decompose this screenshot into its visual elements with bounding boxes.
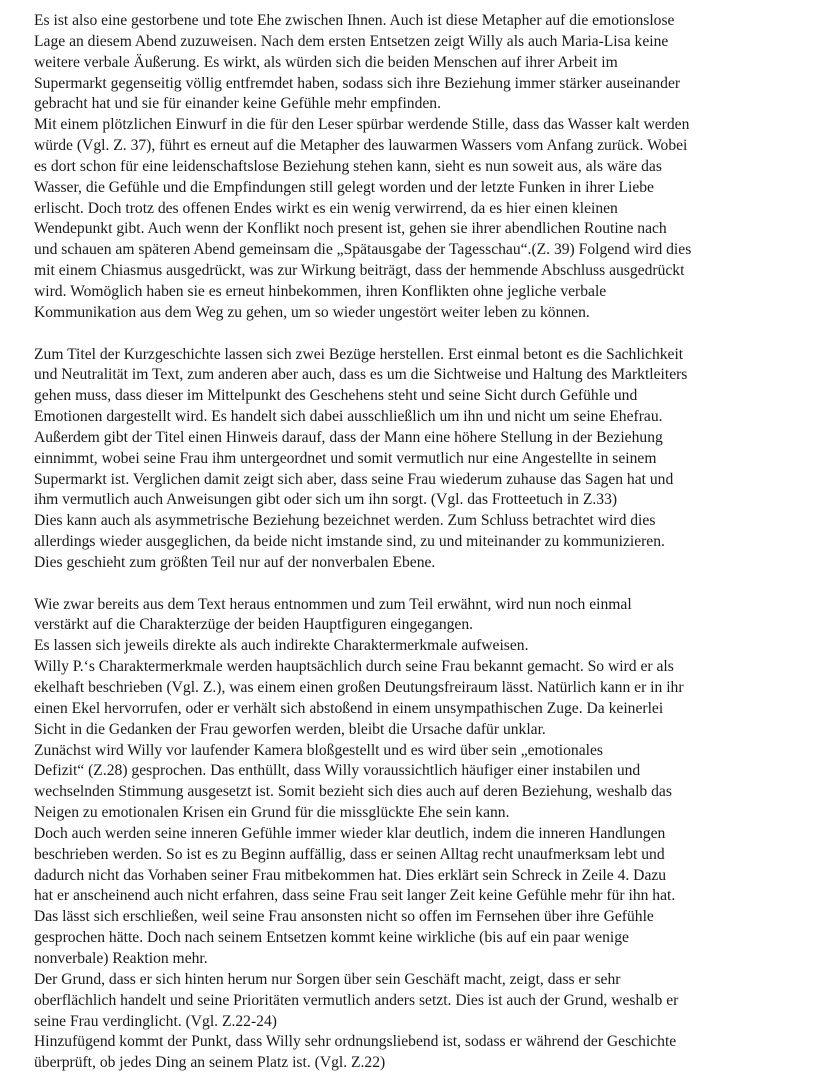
text-line: Dies kann auch als asymmetrische Beziehung bezeichnet werden. Zum Schluss betrachtet wird dies [34, 512, 656, 530]
text-line: ekelhaft beschrieben (Vgl. Z.), was einem einen großen Deutungsfreiraum lässt. Natürlich kann er in ihr [34, 679, 684, 696]
text-line: Supermarkt ist. Verglichen damit zeigt sich aber, dass seine Frau wiederum zuhause das Sagen hat und [34, 470, 674, 488]
text-line: oberflächlich handelt und seine Prioritäten vermutlich anders setzt. Dies ist auch der Grund, weshalb er [34, 991, 679, 1009]
text-line: verstärkt auf die Charakterzüge der beiden Hauptfiguren eingegangen. [34, 616, 474, 634]
text-line: gehen muss, dass dieser im Mittelpunkt des Geschehens steht und seine Sicht durch Gefühle und [34, 387, 638, 405]
text-line: Dies geschieht zum größten Teil nur auf der nonverbalen Ebene. [34, 553, 436, 571]
text-line: einnimmt, wobei seine Frau ihm untergeordnet und somit vermutlich nur eine Angestellte in seinem [34, 449, 657, 467]
paragraph-gap [34, 324, 800, 345]
text-line: gebracht hat und sie für einander keine Gefühle mehr empfinden. [34, 95, 442, 113]
text-line: Es ist also eine gestorbene und tote Ehe zwischen Ihnen. Auch ist diese Metapher auf die emotionslose [34, 12, 675, 29]
text-line: ihm vermutlich auch Anweisungen gibt oder sich um ihn sorgt. (Vgl. das Frotteetuch in Z.33) [34, 491, 618, 509]
text-line: wird. Womöglich haben sie es erneut hinbekommen, ihren Konflikten ohne jegliche verbale [34, 282, 607, 300]
text-line: und schauen am späteren Abend gemeinsam die „Spätausgabe der Tagesschau“.(Z. 39) Folgend wird dies [34, 241, 692, 259]
text-line: Das lässt sich erschließen, weil seine Frau ansonsten nicht so offen im Fernsehen über ihre Gefühle [34, 908, 654, 926]
text-line: Außerdem gibt der Titel einen Hinweis darauf, dass der Mann eine höhere Stellung in der Beziehung [34, 428, 663, 446]
text-line: Hinzufügend kommt der Punkt, dass Willy sehr ordnungsliebend ist, sodass er während der Geschichte [34, 1033, 677, 1051]
text-line: allerdings wieder ausgeglichen, da beide nicht imstande sind, zu und miteinander zu kommunizieren. [34, 533, 665, 551]
text-line: beschrieben werden. So ist es zu Beginn auffällig, dass er seinen Alltag recht unaufmerksam lebt und [34, 845, 665, 863]
text-line: Zum Titel der Kurzgeschichte lassen sich zwei Bezüge herstellen. Erst einmal betont es die Sachlichkeit [34, 345, 684, 363]
text-line: Der Grund, dass er sich hinten herum nur Sorgen über sein Geschäft macht, zeigt, dass er sehr [34, 970, 621, 988]
text-line: nonverbale) Reaktion mehr. [34, 949, 208, 967]
text-line: hat er anscheinend auch nicht erfahren, dass seine Frau seit langer Zeit keine Gefühle mehr für ihn hat. [34, 887, 676, 905]
text-line: Zunächst wird Willy vor laufender Kamera bloßgestellt und es wird über sein „emotionales [34, 741, 603, 759]
text-line: Emotionen dargestellt wird. Es handelt sich dabei ausschließlich um ihn und nicht um seine Ehefrau. [34, 408, 663, 426]
text-line: Wendepunkt gibt. Auch wenn der Konflikt noch present ist, gehen sie ihrer abendlichen Routine nach [34, 220, 667, 238]
text-line: weitere verbale Äußerung. Es wirkt, als würden sich die beiden Menschen auf ihrer Arbeit im [34, 53, 618, 71]
text-line: seine Frau verdinglicht. (Vgl. Z.22-24) [34, 1012, 277, 1030]
text-line: dadurch nicht das Vorhaben seiner Frau mitbekommen hat. Dies erklärt sein Schreck in Zeile 4. Dazu [34, 866, 667, 884]
text-line: überprüft, ob jedes Ding an seinem Platz ist. (Vgl. Z.22) [34, 1054, 386, 1072]
text-line: Doch auch werden seine inneren Gefühle immer wieder klar deutlich, indem die inneren Handlungen [34, 824, 666, 842]
text-line: und Neutralität im Text, zum anderen aber auch, dass es um die Sichtweise und Haltung des Marktleiters [34, 366, 688, 384]
text-line: Kommunikation aus dem Weg zu gehen, um so wieder ungestört weiter leben zu können. [34, 303, 590, 321]
text-line: Lage an diesem Abend zuzuweisen. Nach dem ersten Entsetzen zeigt Willy als auch Maria-Lisa keine [34, 32, 669, 50]
text-line: wechselnden Stimmung ausgesetzt ist. Somit bezieht sich dies auch auf deren Beziehung, weshalb das [34, 783, 672, 801]
paragraph-gap [34, 574, 800, 595]
text-line: Defizit“ (Z.28) gesprochen. Das enthüllt, dass Willy voraussichtlich häufiger einer instabilen und [34, 762, 641, 780]
text-line: Mit einem plötzlichen Einwurf in die für den Leser spürbar werdende Stille, dass das Wasser kalt werden [34, 116, 690, 134]
text-line: gesprochen hätte. Doch nach seinem Entsetzen kommt keine wirkliche (bis auf ein paar wenige [34, 929, 629, 947]
text-line: einen Ekel hervorrufen, oder er verhält sich abstoßend in einem unsympathischen Zuge. Da keinerlei [34, 699, 664, 717]
text-line: würde (Vgl. Z. 37), führt es erneut auf die Metapher des lauwarmen Wassers vom Anfang zurück. Wobei [34, 137, 688, 155]
text-line: Wasser, die Gefühle und die Empfindungen still gelegt worden und der letzte Funken in ihrer Liebe [34, 178, 654, 196]
text-line: Sicht in die Gedanken der Frau geworfen werden, bleibt die Ursache dafür unklar. [34, 720, 546, 738]
text-line: Supermarkt gegenseitig völlig entfremdet haben, sodass sich ihre Beziehung immer stärker auseinander [34, 74, 681, 92]
text-line: Wie zwar bereits aus dem Text heraus entnommen und zum Teil erwähnt, wird nun noch einmal [34, 595, 632, 613]
text-line: Willy P.‘s Charaktermerkmale werden hauptsächlich durch seine Frau bekannt gemacht. So wird er als [34, 658, 674, 676]
text-line: erlischt. Doch trotz des offenen Endes wirkt es ein wenig verwirrend, da es hier einen kleinen [34, 199, 618, 217]
text-line: Neigen zu emotionalen Krisen ein Grund für die missglückte Ehe sein kann. [34, 804, 510, 822]
text-line: Es lassen sich jeweils direkte als auch indirekte Charaktermerkmale aufweisen. [34, 637, 529, 655]
text-line: mit einem Chiasmus ausgedrückt, was zur Wirkung beiträgt, dass der hemmende Abschluss ausgedrückt [34, 262, 685, 280]
text-line: es dort schon für eine leidenschaftslose Beziehung stehen kann, sieht es nun soweit aus, als wäre das [34, 157, 662, 175]
